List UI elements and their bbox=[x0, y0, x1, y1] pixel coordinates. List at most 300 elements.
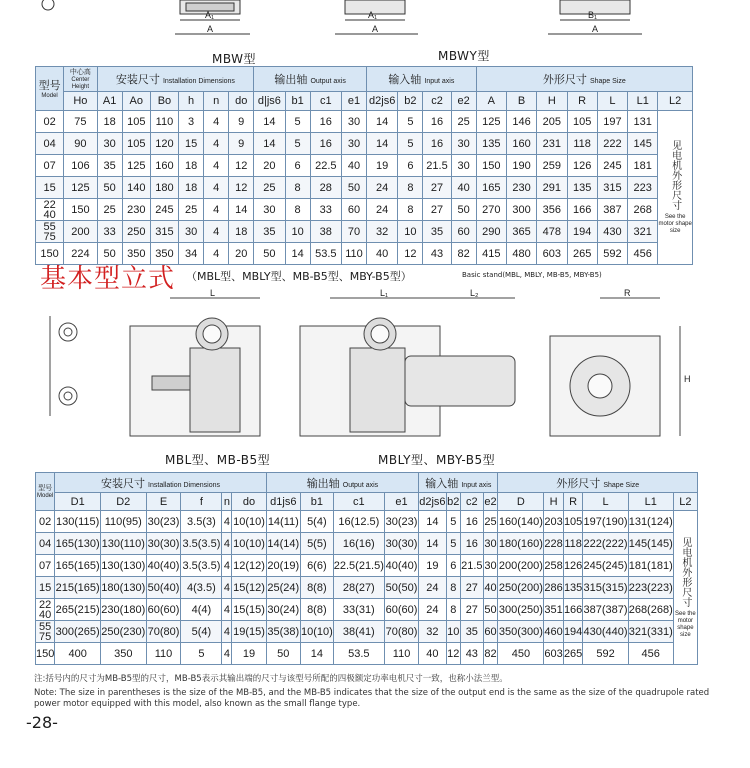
value-cell: 10 bbox=[398, 221, 423, 243]
value-cell: 126 bbox=[567, 155, 597, 177]
value-cell: 315 bbox=[597, 177, 627, 199]
value-cell: 50 bbox=[254, 243, 285, 265]
col-header: L2 bbox=[673, 493, 697, 511]
value-cell: 145 bbox=[628, 133, 658, 155]
value-cell: 10(10) bbox=[300, 621, 333, 643]
model-cell: 22 40 bbox=[36, 199, 64, 221]
col-header: H bbox=[544, 493, 564, 511]
value-cell: 82 bbox=[451, 243, 476, 265]
value-cell: 8 bbox=[446, 599, 461, 621]
t2-output-header: 输出轴 Output axis bbox=[266, 473, 419, 493]
value-cell: 350 bbox=[100, 643, 146, 665]
top-drawing-strip bbox=[0, 0, 750, 44]
value-cell: 30(30) bbox=[146, 533, 181, 555]
value-cell: 30 bbox=[341, 133, 366, 155]
value-cell: 3.5(3.5) bbox=[181, 533, 222, 555]
value-cell: 30 bbox=[179, 221, 204, 243]
value-cell: 291 bbox=[537, 177, 567, 199]
table-row bbox=[36, 577, 698, 599]
value-cell: 197 bbox=[597, 111, 627, 133]
value-cell: 250 bbox=[122, 221, 150, 243]
page-number: -28- bbox=[26, 713, 58, 732]
value-cell: 160 bbox=[150, 155, 178, 177]
value-cell: 35 bbox=[461, 621, 483, 643]
value-cell: 4 bbox=[222, 577, 232, 599]
value-cell: 10 bbox=[285, 221, 310, 243]
value-cell: 16(12.5) bbox=[333, 511, 384, 533]
value-cell: 18 bbox=[179, 177, 204, 199]
value-cell: 5 bbox=[285, 111, 310, 133]
value-cell: 14 bbox=[419, 511, 446, 533]
value-cell: 60 bbox=[451, 221, 476, 243]
value-cell: 350 bbox=[150, 243, 178, 265]
value-cell: 4(3.5) bbox=[181, 577, 222, 599]
value-cell: 30 bbox=[341, 111, 366, 133]
col-header: b1 bbox=[300, 493, 333, 511]
value-cell: 603 bbox=[544, 643, 564, 665]
value-cell: 33(31) bbox=[333, 599, 384, 621]
col-header: d|js6 bbox=[254, 92, 285, 111]
value-cell: 4 bbox=[204, 243, 229, 265]
value-cell: 245 bbox=[597, 155, 627, 177]
value-cell: 592 bbox=[583, 643, 628, 665]
value-cell: 415 bbox=[476, 243, 506, 265]
value-cell: 5(4) bbox=[181, 621, 222, 643]
value-cell: 351 bbox=[544, 599, 564, 621]
value-cell: 4 bbox=[204, 111, 229, 133]
value-cell: 166 bbox=[563, 599, 583, 621]
value-cell: 28(27) bbox=[333, 577, 384, 599]
value-cell: 203 bbox=[544, 511, 564, 533]
value-cell: 8 bbox=[398, 199, 423, 221]
value-cell: 14(11) bbox=[266, 511, 300, 533]
spec-table-vertical bbox=[35, 472, 698, 665]
value-cell: 20 bbox=[229, 243, 254, 265]
value-cell: 18 bbox=[97, 111, 122, 133]
value-cell: 3 bbox=[179, 111, 204, 133]
dim-r-label: R bbox=[624, 288, 631, 298]
value-cell: 19 bbox=[232, 643, 266, 665]
value-cell: 592 bbox=[597, 243, 627, 265]
value-cell: 30 bbox=[483, 555, 498, 577]
value-cell: 140 bbox=[122, 177, 150, 199]
col-header: n bbox=[222, 493, 232, 511]
col-header: Ao bbox=[122, 92, 150, 111]
value-cell: 400 bbox=[55, 643, 101, 665]
col-header: L bbox=[597, 92, 627, 111]
value-cell: 230(180) bbox=[100, 599, 146, 621]
value-cell: 387 bbox=[597, 199, 627, 221]
value-cell: 19 bbox=[419, 555, 446, 577]
value-cell: 245(245) bbox=[583, 555, 628, 577]
value-cell: 300 bbox=[506, 199, 536, 221]
value-cell: 12 bbox=[229, 177, 254, 199]
col-header: d2js6 bbox=[419, 493, 446, 511]
value-cell: 131 bbox=[628, 111, 658, 133]
col-header: D2 bbox=[100, 493, 146, 511]
value-cell: 223(223) bbox=[628, 577, 673, 599]
value-cell: 4 bbox=[222, 599, 232, 621]
value-cell: 4 bbox=[222, 511, 232, 533]
value-cell: 9 bbox=[229, 133, 254, 155]
col-header: R bbox=[567, 92, 597, 111]
t2-shape-header: 外形尺寸 Shape Size bbox=[498, 473, 698, 493]
t1-output-header: 输出轴 Output axis bbox=[254, 67, 367, 92]
value-cell: 125 bbox=[122, 155, 150, 177]
table-row bbox=[36, 177, 693, 199]
value-cell: 230 bbox=[122, 199, 150, 221]
value-cell: 14 bbox=[254, 111, 285, 133]
value-cell: 150 bbox=[476, 155, 506, 177]
table-row bbox=[36, 111, 693, 133]
value-cell: 4 bbox=[222, 643, 232, 665]
dim-a-right-label: A bbox=[372, 24, 379, 34]
col-header: H bbox=[537, 92, 567, 111]
value-cell: 30 bbox=[254, 199, 285, 221]
value-cell: 16(16) bbox=[333, 533, 384, 555]
value-cell: 32 bbox=[367, 221, 398, 243]
value-cell: 25 bbox=[483, 511, 498, 533]
technical-drawings bbox=[0, 286, 750, 446]
value-cell: 6 bbox=[285, 155, 310, 177]
table-row bbox=[36, 643, 698, 665]
value-cell: 118 bbox=[563, 533, 583, 555]
value-cell: 460 bbox=[544, 621, 564, 643]
value-cell: 250(230) bbox=[100, 621, 146, 643]
value-cell: 268 bbox=[628, 199, 658, 221]
value-cell: 12 bbox=[398, 243, 423, 265]
table-row bbox=[36, 533, 698, 555]
col-header: b2 bbox=[398, 92, 423, 111]
value-cell: 6 bbox=[398, 155, 423, 177]
value-cell: 10(10) bbox=[232, 533, 266, 555]
value-cell: 105 bbox=[563, 511, 583, 533]
value-cell: 180 bbox=[150, 177, 178, 199]
value-cell: 70(80) bbox=[384, 621, 418, 643]
value-cell: 82 bbox=[483, 643, 498, 665]
value-cell: 60(60) bbox=[146, 599, 181, 621]
value-cell: 3.5(3) bbox=[181, 511, 222, 533]
motor-note-cn: 见电机外形尺寸 bbox=[679, 536, 691, 607]
section-title: 基本型立式 bbox=[40, 264, 176, 294]
col-header: d2js6 bbox=[367, 92, 398, 111]
value-cell: 603 bbox=[537, 243, 567, 265]
col-header: A1 bbox=[97, 92, 122, 111]
model-cell: 150 bbox=[36, 643, 55, 665]
value-cell: 27 bbox=[423, 199, 451, 221]
value-cell: 60 bbox=[483, 621, 498, 643]
col-header: c1 bbox=[310, 92, 341, 111]
value-cell: 215(165) bbox=[55, 577, 101, 599]
dim-b1-label: B₁ bbox=[588, 10, 598, 20]
table-row bbox=[36, 555, 698, 577]
value-cell: 286 bbox=[544, 577, 564, 599]
value-cell: 33 bbox=[97, 221, 122, 243]
value-cell: 190 bbox=[506, 155, 536, 177]
value-cell: 8 bbox=[285, 177, 310, 199]
value-cell: 180(160) bbox=[498, 533, 544, 555]
value-cell: 25 bbox=[97, 199, 122, 221]
value-cell: 5 bbox=[285, 133, 310, 155]
value-cell: 8(8) bbox=[300, 599, 333, 621]
t1-install-header: 安装尺寸 Installation Dimensions bbox=[97, 67, 254, 92]
dim-a-label: A bbox=[207, 24, 214, 34]
t2-model-header: 型号 Model bbox=[36, 473, 55, 511]
value-cell: 223 bbox=[628, 177, 658, 199]
value-cell: 30 bbox=[451, 155, 476, 177]
value-cell: 5 bbox=[398, 111, 423, 133]
col-header: L1 bbox=[628, 493, 673, 511]
value-cell: 146 bbox=[506, 111, 536, 133]
value-cell: 145(145) bbox=[628, 533, 673, 555]
dim-a1-label: A₁ bbox=[205, 10, 215, 20]
col-header: D1 bbox=[55, 493, 101, 511]
model-cell: 22 40 bbox=[36, 599, 55, 621]
col-header: do bbox=[232, 493, 266, 511]
motor-note-en: See the motor shape size bbox=[675, 610, 696, 638]
value-cell: 30 bbox=[483, 533, 498, 555]
value-cell: 32 bbox=[419, 621, 446, 643]
value-cell: 90 bbox=[64, 133, 97, 155]
value-cell: 35 bbox=[97, 155, 122, 177]
value-cell: 130(130) bbox=[100, 555, 146, 577]
value-cell: 365 bbox=[506, 221, 536, 243]
value-cell: 194 bbox=[567, 221, 597, 243]
value-cell: 110 bbox=[150, 111, 178, 133]
value-cell: 118 bbox=[567, 133, 597, 155]
dim-a1-right-label: A₁ bbox=[368, 10, 378, 20]
value-cell: 268(268) bbox=[628, 599, 673, 621]
value-cell: 16 bbox=[461, 533, 483, 555]
dim-a-far-label: A bbox=[592, 24, 599, 34]
value-cell: 40(40) bbox=[146, 555, 181, 577]
value-cell: 106 bbox=[64, 155, 97, 177]
value-cell: 105 bbox=[122, 133, 150, 155]
value-cell: 125 bbox=[476, 111, 506, 133]
model-cell: 07 bbox=[36, 555, 55, 577]
value-cell: 356 bbox=[537, 199, 567, 221]
value-cell: 50 bbox=[97, 243, 122, 265]
value-cell: 43 bbox=[461, 643, 483, 665]
value-cell: 50 bbox=[97, 177, 122, 199]
col-header: c2 bbox=[461, 493, 483, 511]
value-cell: 180(130) bbox=[100, 577, 146, 599]
value-cell: 25(24) bbox=[266, 577, 300, 599]
value-cell: 30(30) bbox=[384, 533, 418, 555]
value-cell: 20(19) bbox=[266, 555, 300, 577]
value-cell: 224 bbox=[64, 243, 97, 265]
col-header: c2 bbox=[423, 92, 451, 111]
top-partial-drawings bbox=[0, 0, 750, 44]
value-cell: 350(300) bbox=[498, 621, 544, 643]
motor-size-note bbox=[673, 511, 697, 665]
value-cell: 5 bbox=[398, 133, 423, 155]
value-cell: 25 bbox=[179, 199, 204, 221]
value-cell: 15(15) bbox=[232, 599, 266, 621]
value-cell: 259 bbox=[537, 155, 567, 177]
value-cell: 150 bbox=[64, 199, 97, 221]
value-cell: 160(140) bbox=[498, 511, 544, 533]
value-cell: 450 bbox=[498, 643, 544, 665]
value-cell: 16 bbox=[310, 111, 341, 133]
value-cell: 321 bbox=[628, 221, 658, 243]
value-cell: 15(12) bbox=[232, 577, 266, 599]
value-cell: 60 bbox=[341, 199, 366, 221]
col-header: D bbox=[498, 493, 544, 511]
value-cell: 105 bbox=[122, 111, 150, 133]
value-cell: 8 bbox=[398, 177, 423, 199]
value-cell: 24 bbox=[419, 599, 446, 621]
value-cell: 40 bbox=[451, 177, 476, 199]
value-cell: 14(14) bbox=[266, 533, 300, 555]
col-header: f bbox=[181, 493, 222, 511]
value-cell: 222 bbox=[597, 133, 627, 155]
value-cell: 24 bbox=[367, 177, 398, 199]
col-header: c1 bbox=[333, 493, 384, 511]
value-cell: 230 bbox=[506, 177, 536, 199]
value-cell: 30 bbox=[451, 133, 476, 155]
motor-note-cn: 见电机外形尺寸 bbox=[669, 140, 681, 210]
value-cell: 40 bbox=[483, 577, 498, 599]
value-cell: 4(4) bbox=[181, 599, 222, 621]
value-cell: 135 bbox=[476, 133, 506, 155]
value-cell: 16 bbox=[423, 133, 451, 155]
value-cell: 9 bbox=[229, 111, 254, 133]
value-cell: 126 bbox=[563, 555, 583, 577]
col-header: A bbox=[476, 92, 506, 111]
col-header: E bbox=[146, 493, 181, 511]
value-cell: 19(15) bbox=[232, 621, 266, 643]
table-row bbox=[36, 621, 698, 643]
col-header: Bo bbox=[150, 92, 178, 111]
value-cell: 21.5 bbox=[423, 155, 451, 177]
value-cell: 14 bbox=[419, 533, 446, 555]
value-cell: 53.5 bbox=[333, 643, 384, 665]
model-cell: 07 bbox=[36, 155, 64, 177]
value-cell: 4 bbox=[204, 221, 229, 243]
value-cell: 53.5 bbox=[310, 243, 341, 265]
dim-h-label: H bbox=[684, 374, 691, 384]
value-cell: 15 bbox=[179, 133, 204, 155]
col-header: L2 bbox=[658, 92, 693, 111]
value-cell: 4 bbox=[222, 555, 232, 577]
value-cell: 5(5) bbox=[300, 533, 333, 555]
value-cell: 35 bbox=[423, 221, 451, 243]
value-cell: 265(215) bbox=[55, 599, 101, 621]
col-header: do bbox=[229, 92, 254, 111]
value-cell: 33 bbox=[310, 199, 341, 221]
t2-install-header: 安装尺寸 Installation Dimensions bbox=[55, 473, 266, 493]
table-row bbox=[36, 155, 693, 177]
value-cell: 270 bbox=[476, 199, 506, 221]
value-cell: 70 bbox=[341, 221, 366, 243]
value-cell: 6 bbox=[446, 555, 461, 577]
value-cell: 22.5 bbox=[310, 155, 341, 177]
value-cell: 200 bbox=[64, 221, 97, 243]
value-cell: 40(40) bbox=[384, 555, 418, 577]
spec-table-horizontal bbox=[35, 66, 693, 265]
value-cell: 34 bbox=[179, 243, 204, 265]
caption-mbly: MBLY型、MBY-B5型 bbox=[378, 453, 496, 467]
model-cell: 150 bbox=[36, 243, 64, 265]
value-cell: 245 bbox=[150, 199, 178, 221]
value-cell: 50(50) bbox=[384, 577, 418, 599]
value-cell: 35(38) bbox=[266, 621, 300, 643]
caption-mbw: MBW型 bbox=[212, 52, 257, 66]
value-cell: 4 bbox=[204, 177, 229, 199]
col-header: e2 bbox=[451, 92, 476, 111]
model-cell: 02 bbox=[36, 111, 64, 133]
value-cell: 14 bbox=[300, 643, 333, 665]
value-cell: 60(60) bbox=[384, 599, 418, 621]
value-cell: 194 bbox=[563, 621, 583, 643]
table-row bbox=[36, 599, 698, 621]
value-cell: 30(23) bbox=[384, 511, 418, 533]
value-cell: 50 bbox=[341, 177, 366, 199]
value-cell: 120 bbox=[150, 133, 178, 155]
value-cell: 27 bbox=[461, 599, 483, 621]
value-cell: 4 bbox=[204, 155, 229, 177]
value-cell: 165 bbox=[476, 177, 506, 199]
value-cell: 30(23) bbox=[146, 511, 181, 533]
value-cell: 40 bbox=[367, 243, 398, 265]
section-subtitle-cn: （MBL型、MBLY型、MB-B5型、MBY-B5型） bbox=[186, 270, 412, 283]
value-cell: 131(124) bbox=[628, 511, 673, 533]
value-cell: 10(10) bbox=[232, 511, 266, 533]
value-cell: 25 bbox=[451, 111, 476, 133]
value-cell: 105 bbox=[567, 111, 597, 133]
value-cell: 38(41) bbox=[333, 621, 384, 643]
value-cell: 50 bbox=[451, 199, 476, 221]
t1-center-header: 中心高 Center Height bbox=[64, 67, 97, 92]
value-cell: 315(315) bbox=[583, 577, 628, 599]
value-cell: 456 bbox=[628, 643, 673, 665]
value-cell: 12(12) bbox=[232, 555, 266, 577]
model-cell: 55 75 bbox=[36, 621, 55, 643]
value-cell: 40 bbox=[341, 155, 366, 177]
t1-shape-header: 外形尺寸 Shape Size bbox=[476, 67, 692, 92]
model-cell: 02 bbox=[36, 511, 55, 533]
col-header: L bbox=[583, 493, 628, 511]
value-cell: 16 bbox=[423, 111, 451, 133]
value-cell: 197(190) bbox=[583, 511, 628, 533]
note-en: Note: The size in parentheses is the size of the MB-B5, and the MB-B5 indicates that the size of the output end is the same as the size of the quadrupole rated power motor equipped with this model, also known as the small flange type. bbox=[34, 688, 710, 709]
value-cell: 265 bbox=[567, 243, 597, 265]
value-cell: 40 bbox=[419, 643, 446, 665]
value-cell: 12 bbox=[446, 643, 461, 665]
note-cn: 注:括号内的尺寸为MB-B5型的尺寸，MB-B5表示其输出端的尺寸与该型号所配的四极额定功率电机尺寸一致，也称小法兰型。 bbox=[34, 674, 508, 684]
value-cell: 350 bbox=[122, 243, 150, 265]
col-header: h bbox=[179, 92, 204, 111]
value-cell: 3.5(3.5) bbox=[181, 555, 222, 577]
value-cell: 135 bbox=[563, 577, 583, 599]
table-row bbox=[36, 199, 693, 221]
table-row bbox=[36, 221, 693, 243]
dim-l1-label: L₁ bbox=[380, 288, 389, 298]
table-row bbox=[36, 511, 698, 533]
value-cell: 27 bbox=[461, 577, 483, 599]
value-cell: 165(165) bbox=[55, 555, 101, 577]
col-header: Ho bbox=[64, 92, 97, 111]
value-cell: 165(130) bbox=[55, 533, 101, 555]
value-cell: 8(8) bbox=[300, 577, 333, 599]
value-cell: 75 bbox=[64, 111, 97, 133]
col-header: n bbox=[204, 92, 229, 111]
value-cell: 8 bbox=[285, 199, 310, 221]
value-cell: 25 bbox=[254, 177, 285, 199]
value-cell: 130(115) bbox=[55, 511, 101, 533]
section-subtitle-en: Basic stand(MBL, MBLY, MB-B5, MBY-B5) bbox=[462, 271, 602, 279]
